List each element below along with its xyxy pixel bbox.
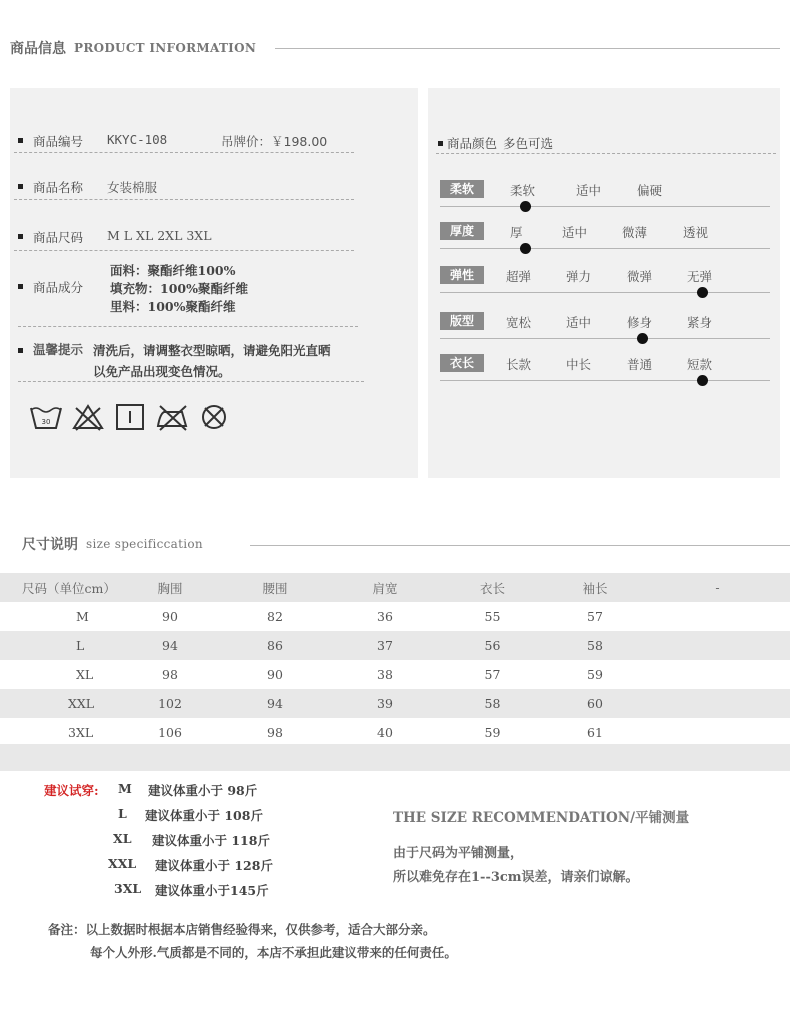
attribute-option: 弹力 (566, 269, 592, 284)
section-title-cn: 尺寸说明 (22, 537, 78, 553)
bullet-icon (438, 141, 443, 146)
color-row (438, 134, 553, 152)
trial-size: L (118, 806, 127, 821)
price-value: ￥198.00 (271, 134, 328, 149)
attribute-row (440, 354, 770, 398)
table-row (0, 602, 790, 631)
table-cell: 39 (330, 689, 440, 718)
attribute-track (440, 292, 770, 293)
table-cell: 56 (440, 631, 545, 660)
size-label: 商品尺码 (33, 230, 84, 245)
attribute-marker (520, 243, 531, 254)
attribute-option: 适中 (566, 315, 592, 330)
table-cell: 57 (587, 609, 603, 624)
recommendation-line: 由于尺码为平铺测量， (393, 846, 524, 861)
table-cell (645, 602, 790, 631)
material-line: 填充物：100%聚酯纤维 (110, 281, 248, 296)
code-value: KKYC-108 (107, 132, 168, 147)
trial-size: 3XL (114, 881, 142, 896)
header-divider (275, 48, 780, 49)
material-line: 里料：100%聚酯纤维 (110, 299, 236, 314)
bullet-icon (18, 348, 23, 353)
attribute-marker (637, 333, 648, 344)
color-label: 商品颜色 (447, 136, 498, 151)
attribute-track (440, 248, 770, 249)
size-value: M L XL 2XL 3XL (107, 228, 212, 243)
table-cell (645, 689, 790, 718)
attribute-row (440, 180, 770, 224)
table-row (0, 660, 790, 689)
table-cell: 94 (120, 631, 220, 660)
table-cell: 38 (377, 667, 393, 682)
code-row (18, 132, 363, 150)
attribute-option: 普通 (627, 357, 653, 372)
wash-30-icon (28, 402, 64, 432)
table-cell: XXL (0, 689, 120, 718)
table-cell: 3XL (68, 725, 94, 740)
table-cell: 61 (587, 725, 603, 740)
table-cell: 90 (267, 667, 283, 682)
tip-row (18, 340, 398, 382)
divider (14, 250, 354, 251)
attribute-option: 无弹 (687, 269, 713, 284)
column-header: 尺码（单位cm） (0, 573, 120, 602)
table-cell: 57 (484, 667, 501, 682)
attribute-option: 柔软 (510, 183, 536, 198)
price-label: 吊牌价： (221, 134, 272, 149)
table-cell: 55 (484, 609, 501, 624)
care-icons (28, 402, 232, 432)
column-header: 袖长 (545, 573, 645, 602)
table-cell (645, 718, 790, 747)
attribute-option: 适中 (562, 225, 588, 240)
attribute-marker (697, 375, 708, 386)
color-value: 多色可选 (503, 136, 554, 151)
size-table (0, 573, 790, 747)
attribute-tag: 柔软 (440, 180, 484, 198)
table-cell: 40 (377, 725, 393, 740)
attribute-option: 短款 (687, 357, 713, 372)
table-cell: 59 (484, 725, 501, 740)
trial-text: 建议体重小于 118斤 (152, 833, 270, 848)
attribute-option: 中长 (566, 357, 592, 372)
attribute-option: 长款 (506, 357, 532, 372)
size-row (18, 228, 363, 246)
bullet-icon (18, 138, 23, 143)
attribute-option: 微薄 (622, 225, 648, 240)
bullet-icon (18, 234, 23, 239)
table-cell: 58 (545, 631, 645, 660)
tip-line: 清洗后，请调整衣型晾晒，请避免阳光直晒 (93, 343, 331, 358)
attribute-row (440, 266, 770, 310)
material-line: 面料：聚酯纤维100% (110, 263, 236, 278)
attribute-tag: 衣长 (440, 354, 484, 372)
attribute-option: 偏硬 (637, 183, 663, 198)
table-cell: L (0, 631, 120, 660)
table-cell: 106 (158, 725, 182, 740)
section-title-en: PRODUCT INFORMATION (74, 41, 257, 55)
table-cell: XL (76, 667, 94, 682)
bullet-icon (18, 184, 23, 189)
table-row (0, 631, 790, 660)
attribute-option: 微弹 (627, 269, 653, 284)
recommendation-title: THE SIZE RECOMMENDATION/平铺测量 (393, 810, 690, 826)
table-cell (645, 660, 790, 689)
table-cell: 37 (330, 631, 440, 660)
bullet-icon (18, 284, 23, 289)
column-header: 胸围 (120, 573, 220, 602)
column-header: - (645, 573, 790, 602)
material-lines (110, 262, 248, 316)
no-bleach-icon (70, 402, 106, 432)
table-footer-band (0, 744, 790, 771)
divider (14, 152, 354, 153)
attribute-track (440, 338, 770, 339)
attribute-row (440, 312, 770, 356)
column-header: 衣长 (440, 573, 545, 602)
size-header (22, 532, 203, 556)
column-header: 腰围 (220, 573, 330, 602)
table-row (0, 689, 790, 718)
table-cell: 94 (220, 689, 330, 718)
trial-text: 建议体重小于 128斤 (155, 858, 273, 873)
tip-lines (93, 340, 331, 382)
table-cell: 90 (162, 609, 178, 624)
table-cell: 86 (220, 631, 330, 660)
attribute-tag: 弹性 (440, 266, 484, 284)
wash-temp: 30 (41, 418, 51, 426)
attribute-option: 修身 (627, 315, 653, 330)
attribute-tag: 厚度 (440, 222, 484, 240)
divider (18, 381, 364, 382)
table-cell: 98 (267, 725, 283, 740)
table-cell: 36 (377, 609, 393, 624)
section-title-en: size specificcation (86, 537, 203, 551)
attribute-track (440, 206, 770, 207)
trial-text: 建议体重小于 98斤 (148, 783, 258, 798)
attribute-option: 透视 (683, 225, 709, 240)
table-cell: 102 (120, 689, 220, 718)
table-cell: 82 (267, 609, 283, 624)
recommendation-line: 所以难免存在1--3cm误差，请亲们谅解。 (393, 870, 639, 885)
trial-size: XL (113, 831, 132, 846)
material-label: 商品成分 (33, 280, 84, 295)
table-row (0, 718, 790, 747)
attribute-option: 紧身 (687, 315, 713, 330)
code-label: 商品编号 (33, 134, 84, 149)
attribute-option: 宽松 (506, 315, 532, 330)
table-cell: 59 (587, 667, 603, 682)
tip-label: 温馨提示 (33, 342, 84, 357)
attribute-track (440, 380, 770, 381)
trial-text: 建议体重小于 108斤 (145, 808, 263, 823)
note-line: 备注：以上数据时根据本店销售经验得来，仅供参考，适合大部分亲。 (48, 922, 436, 937)
table-cell: 58 (440, 689, 545, 718)
divider (436, 153, 776, 154)
tip-line: 以免产品出现变色情况。 (93, 364, 231, 379)
attribute-tag: 版型 (440, 312, 484, 330)
divider (18, 326, 358, 327)
attribute-row (440, 222, 770, 266)
attribute-option: 厚 (510, 225, 523, 240)
column-header: 肩宽 (330, 573, 440, 602)
trial-title-text: 建议试穿: (44, 783, 99, 798)
no-iron-icon (154, 402, 190, 432)
table-header-row (0, 573, 790, 602)
trial-text: 建议体重小于145斤 (155, 883, 269, 898)
product-info-header (10, 36, 256, 60)
attribute-marker (697, 287, 708, 298)
name-label: 商品名称 (33, 180, 84, 195)
tumble-dry-icon (112, 402, 148, 432)
section-title-cn: 商品信息 (10, 41, 66, 57)
name-value: 女装棉服 (107, 180, 158, 195)
trial-size: M (118, 781, 132, 796)
table-cell: 60 (545, 689, 645, 718)
name-row (18, 178, 363, 196)
attribute-option: 超弹 (506, 269, 532, 284)
no-dryclean-icon (196, 402, 232, 432)
trial-title (44, 781, 99, 799)
table-cell (645, 631, 790, 660)
divider (14, 199, 354, 200)
attribute-marker (520, 201, 531, 212)
note-line: 每个人外形.气质都是不同的，本店不承担此建议带来的任何责任。 (90, 945, 457, 960)
table-cell: 98 (162, 667, 178, 682)
table-cell: M (76, 609, 89, 624)
attribute-option: 适中 (576, 183, 602, 198)
header-divider (250, 545, 790, 546)
trial-size: XXL (108, 856, 137, 871)
